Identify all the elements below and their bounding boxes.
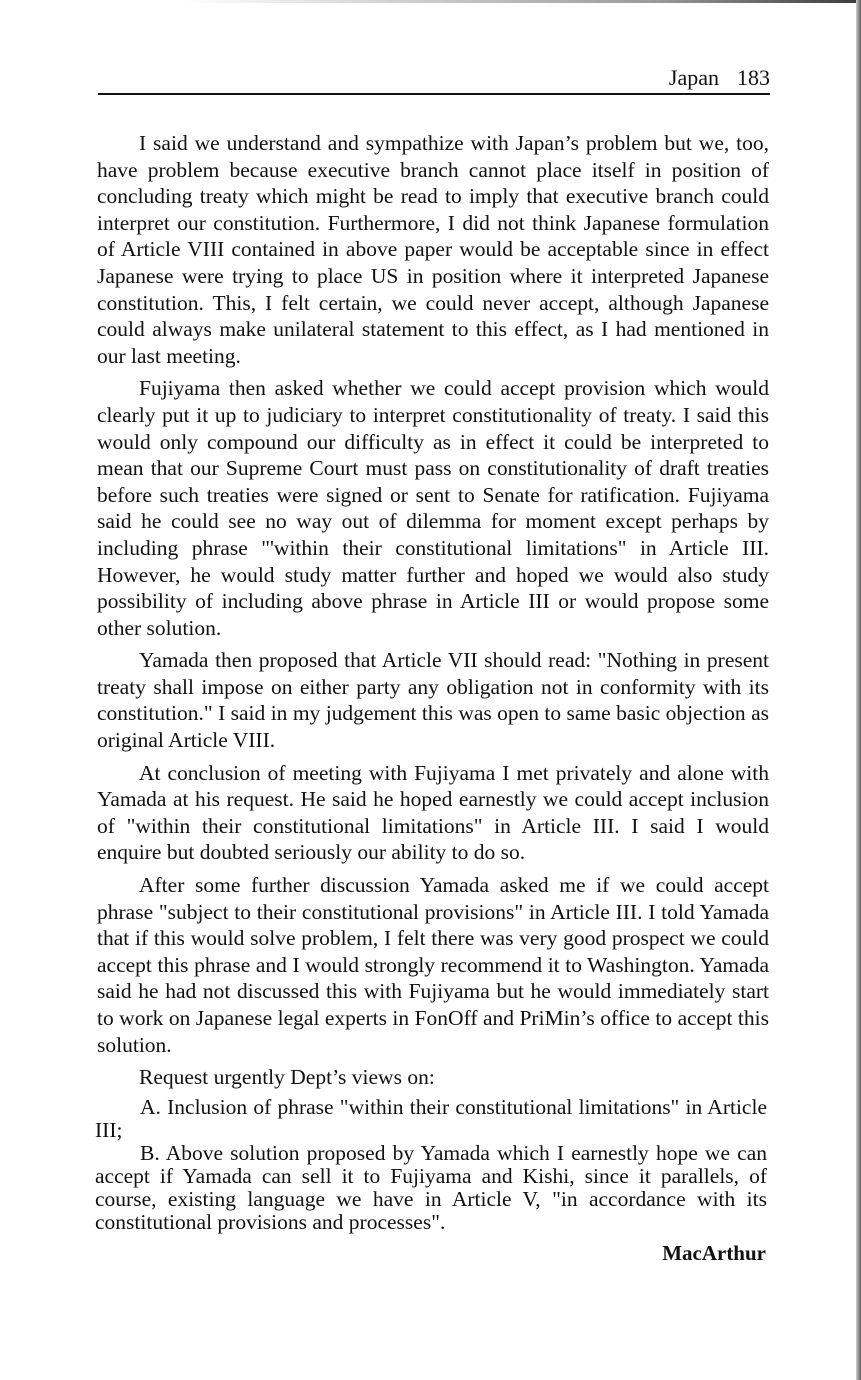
- paragraph: Fujiyama then asked whether we could accept provision which would clearly put it up to judiciary to interpret constitutionality of treaty. I said this would only compound our difficulty as in effect it could be interpreted to mean that our Supreme Court must pass on constitutionality of draft treaties before such treaties were signed or sent to Senate for ratification. Fujiyama said he could see no way out of dilemma for moment except perhaps by including phrase "'within their constitutional limitations" in Article III. However, he would study matter further and hoped we would also study possibility of including above phrase in Article III or would propose some other solution.: [97, 376, 769, 640]
- paragraph: At conclusion of meeting with Fujiyama I met privately and alone with Yamada at his request. He said he hoped earnestly we could accept inclusion of "within their constitutional limitations" in Article III. I said I would enquire but doubted seriously our ability to do so.: [97, 760, 769, 865]
- list-item: A. Inclusion of phrase "within their constitutional limitations" in Article III;: [95, 1095, 767, 1142]
- request-paragraph: Request urgently Dept’s views on:: [139, 1065, 435, 1090]
- section-title: Japan: [668, 65, 719, 90]
- scan-edge-right: [856, 0, 861, 1380]
- running-head: [98, 64, 770, 92]
- request-list: [95, 1096, 767, 1234]
- page-number: 183: [737, 65, 770, 90]
- list-item: B. Above solution proposed by Yamada which I earnestly hope we can accept if Yamada can sell it to Fujiyama and Kishi, since it parallels, of course, existing language we have in Article V, "in accordance with its constitutional provisions and processes".: [95, 1141, 767, 1234]
- paragraph: I said we understand and sympathize with Japan’s problem but we, too, have problem because executive branch cannot place itself in position of concluding treaty which might be read to imply that executive branch could interpret our constitution. Furthermore, I did not think Japanese formulation of Article VIII contained in above paper would be acceptable since in effect Japanese were trying to place US in position where it interpreted Japanese constitution. This, I felt certain, we could never accept, although Japanese could always make unilateral statement to this effect, as I had mentioned in our last meeting.: [97, 131, 769, 368]
- paragraph: After some further discussion Yamada asked me if we could accept phrase "subject to their constitutional provisions" in Article III. I told Yamada that if this would solve problem, I felt there was very good prospect we could accept this phrase and I would strongly recommend it to Washington. Yamada said he had not discussed this with Fujiyama but he would immediately start to work on Japanese legal experts in FonOff and PriMin’s office to accept this solution.: [97, 873, 769, 1057]
- body-text: [97, 130, 769, 1121]
- scan-edge-top: [180, 0, 861, 3]
- signature: MacArthur: [662, 1241, 766, 1265]
- paragraph: Yamada then proposed that Article VII should read: "Nothing in present treaty shall impose on either party any obligation not in conformity with its constitution." I said in my judgement this was open to same basic objection as original Article VIII.: [97, 648, 769, 753]
- header-rule: [98, 93, 770, 95]
